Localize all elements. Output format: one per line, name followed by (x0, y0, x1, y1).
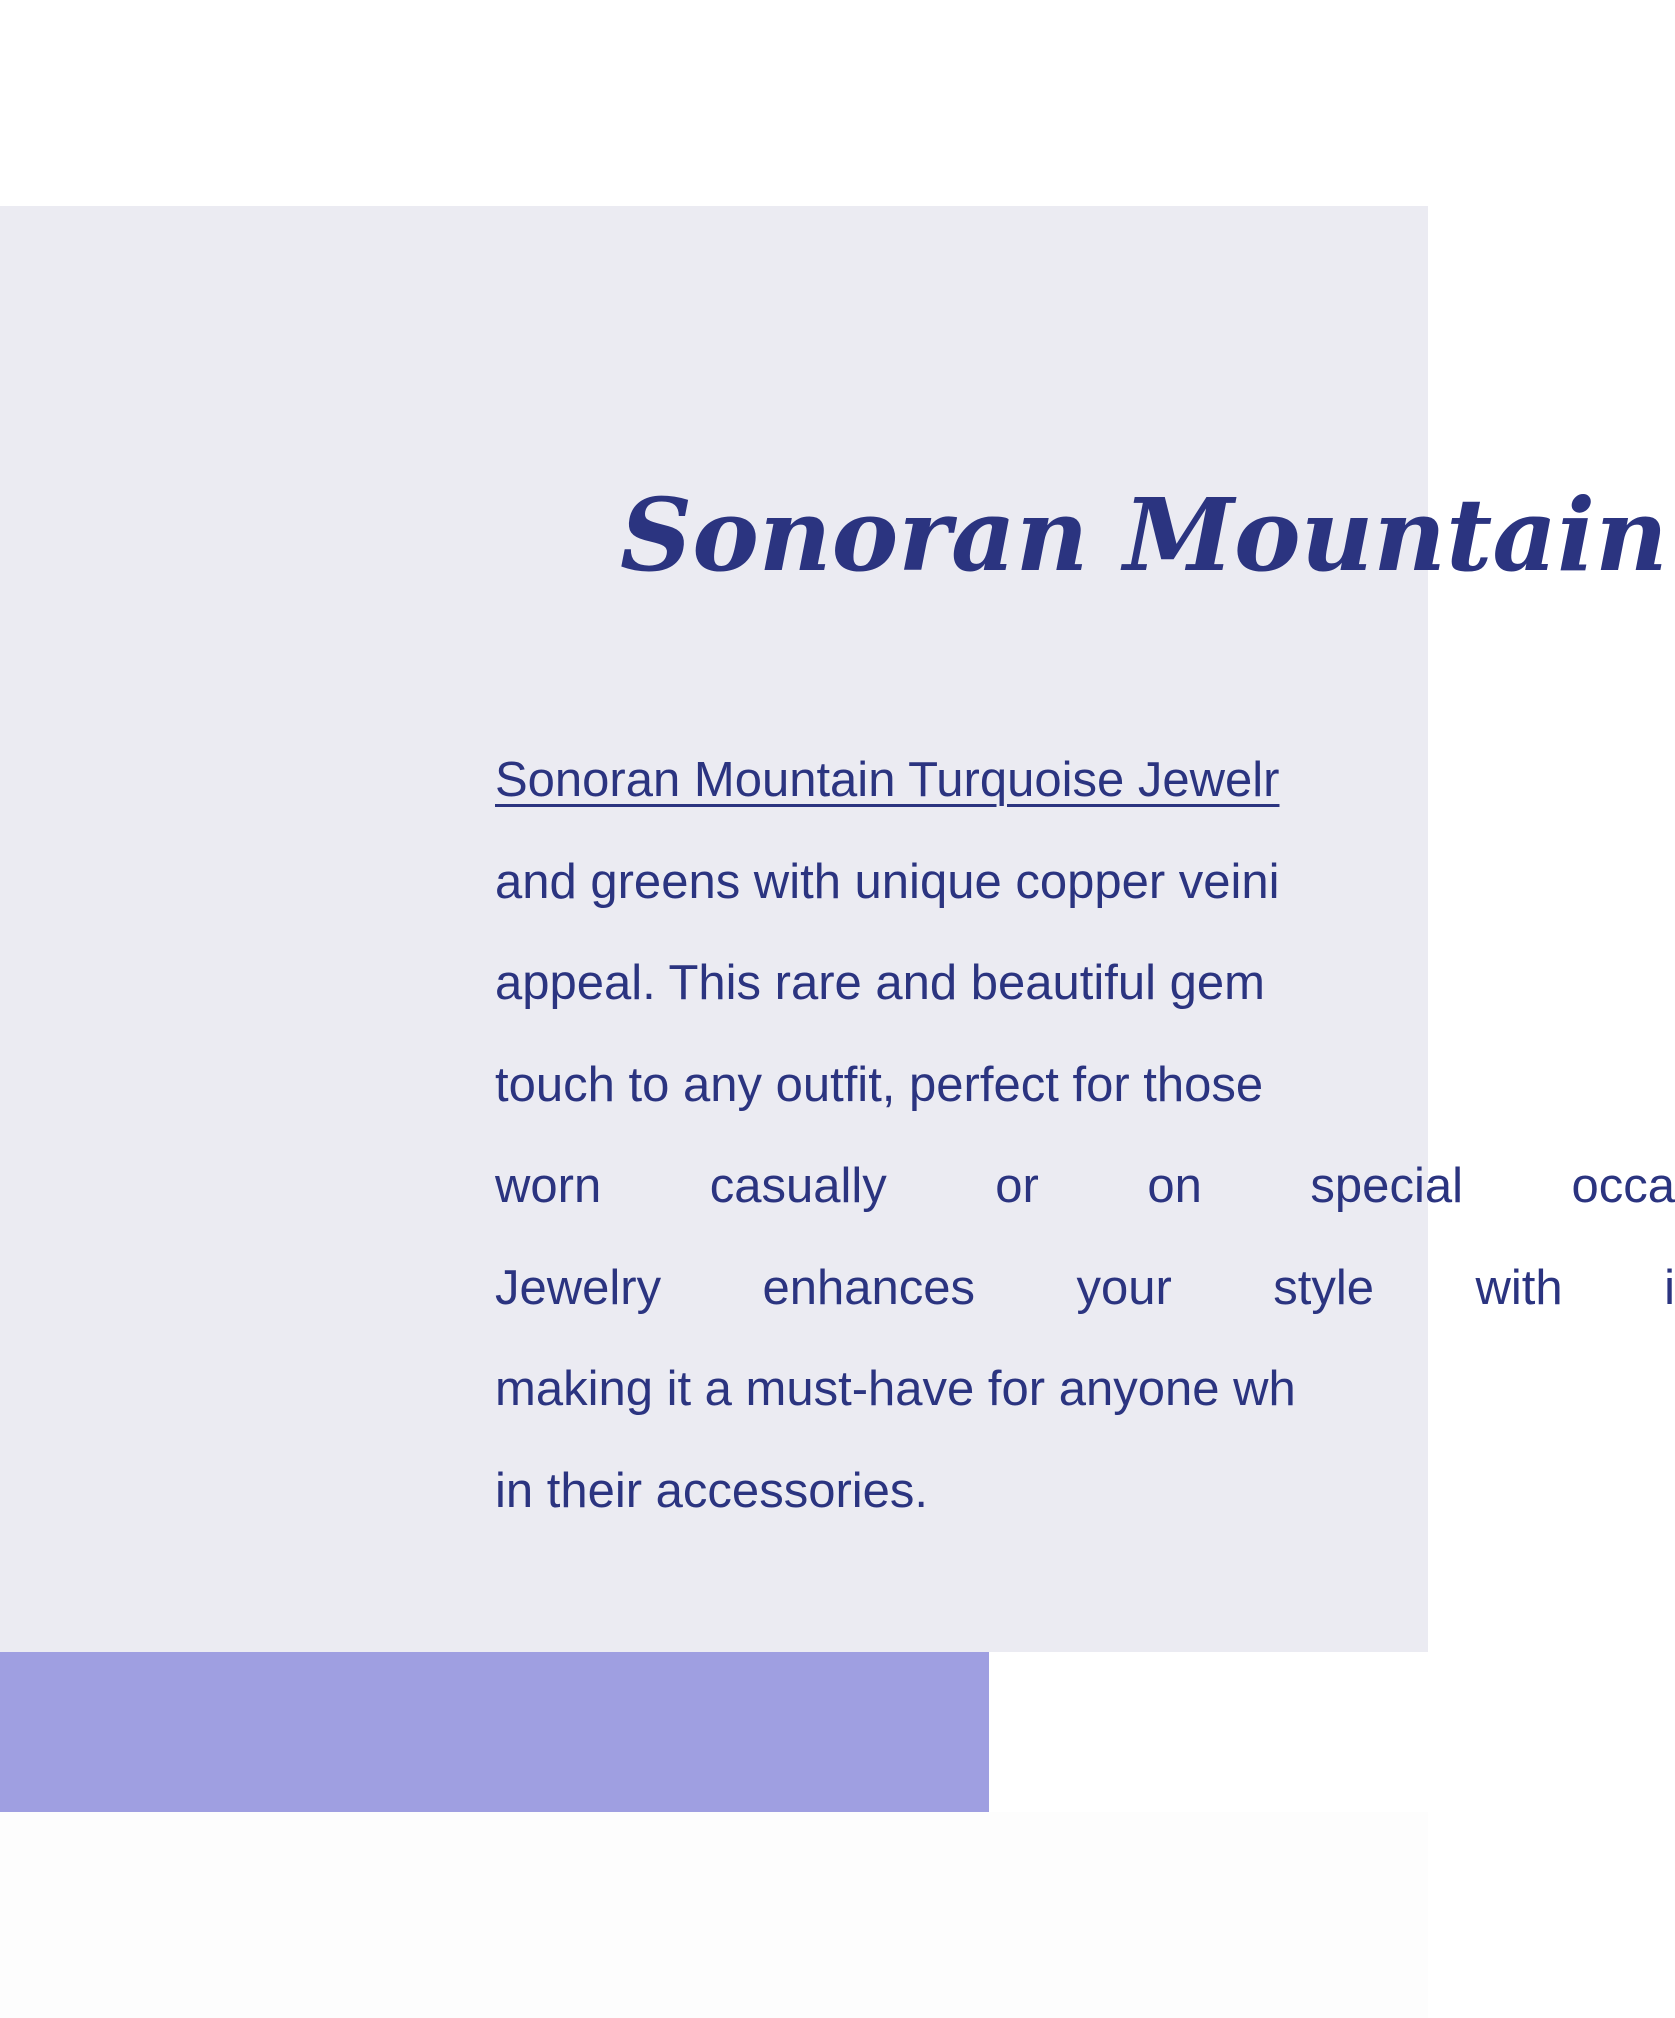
paragraph-line-6: Jewelry enhances your style with i (495, 1260, 1675, 1315)
paragraph-line-5: worn casually or on special occa (495, 1159, 1675, 1213)
paragraph-line-1 (495, 745, 1675, 847)
jewelry-link[interactable]: Sonoran Mountain Turquoise Jewelr (495, 753, 1280, 807)
paragraph-line-8: in their accessories. (495, 1463, 929, 1518)
bottom-margin (0, 1812, 1428, 2018)
paragraph-line-2: and greens with unique copper veini (495, 854, 1280, 909)
page-title: Sonoran Mountain (620, 476, 1668, 594)
paragraph-line-4: touch to any outfit, perfect for those (495, 1057, 1264, 1112)
description-paragraph (495, 745, 1675, 1557)
paragraph-line-7: making it a must-have for anyone wh (495, 1362, 1296, 1416)
accent-block (0, 1652, 989, 1812)
paragraph-line-3: appeal. This rare and beautiful gem (495, 956, 1265, 1010)
top-margin (0, 0, 1428, 206)
